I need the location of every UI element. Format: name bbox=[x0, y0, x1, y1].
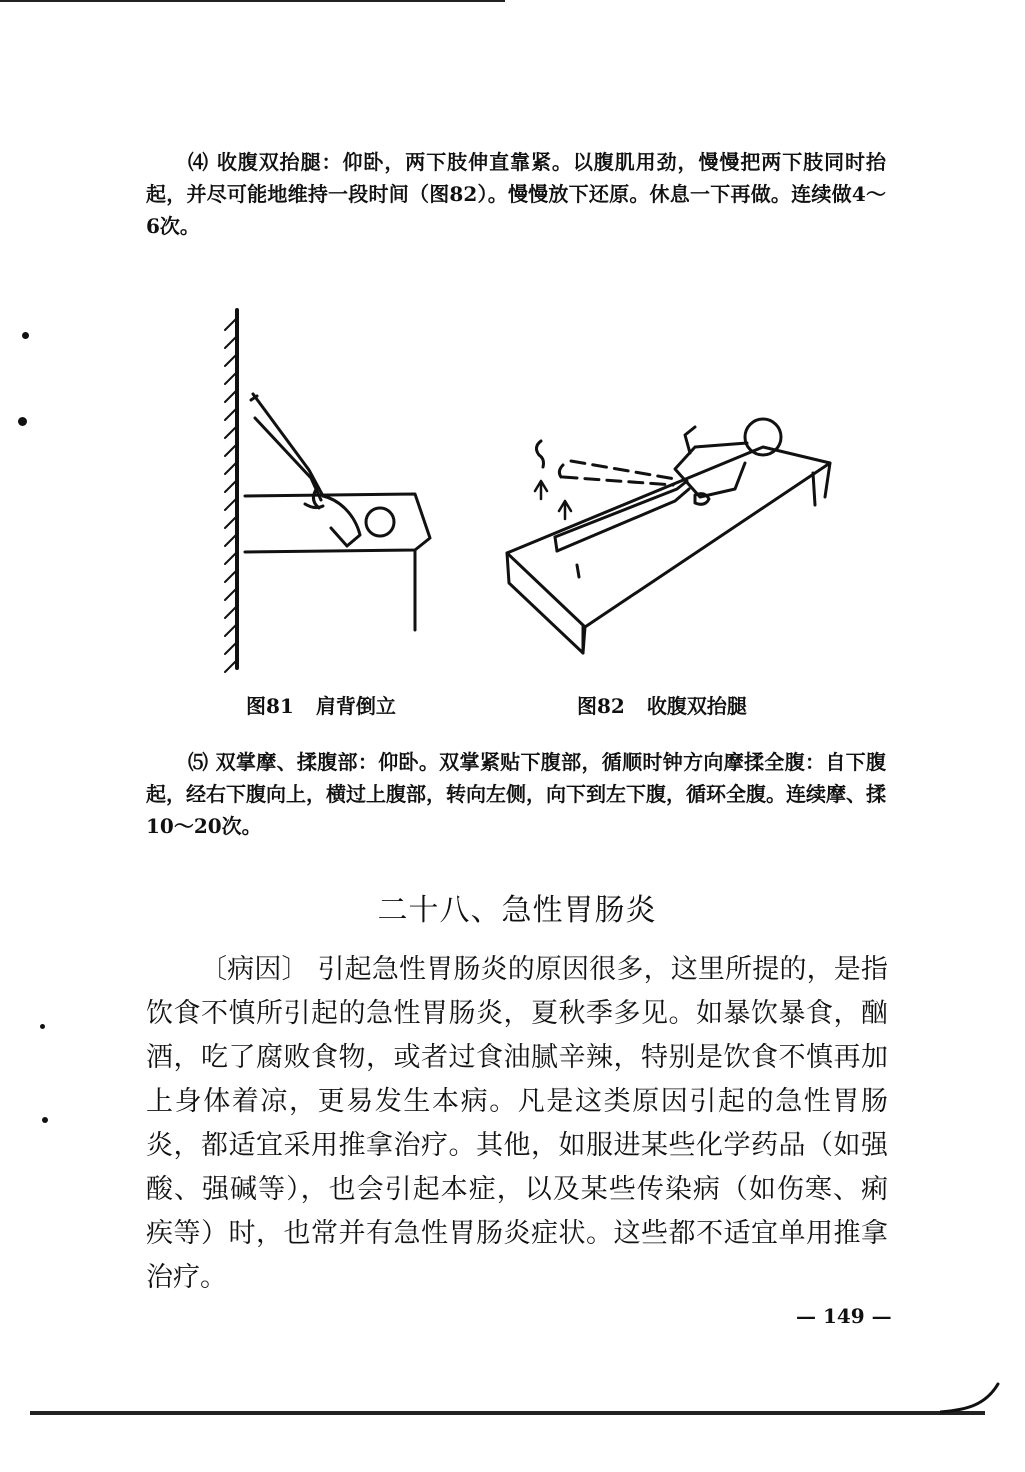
paragraph-exercise-4: ⑷ 收腹双抬腿：仰卧，两下肢伸直靠紧。以腹肌用劲，慢慢把两下肢同时抬起，并尽可能地维持一段时间（图82）。慢慢放下还原。休息一下再做。连续做4～6次。 bbox=[146, 150, 886, 238]
scan-speck bbox=[40, 1024, 45, 1029]
scan-speck bbox=[22, 332, 29, 339]
page-curl-mark bbox=[940, 1380, 1000, 1420]
bottom-edge-rule bbox=[30, 1411, 985, 1415]
figure-81-shoulder-stand bbox=[205, 300, 445, 680]
top-edge-rule bbox=[0, 0, 505, 2]
figure-82-title: 收腹双抬腿 bbox=[646, 694, 747, 718]
page-number: — 149 — bbox=[796, 1304, 892, 1328]
figure-82-caption bbox=[577, 692, 747, 720]
paragraph-cause: 〔病因〕 引起急性胃肠炎的原因很多，这里所提的，是指饮食不慎所引起的急性胃肠炎，夏秋季多见。如暴饮暴食，酗酒，吃了腐败食物，或者过食油腻辛辣，特别是饮食不慎再加上身体着凉，更易发生本病。凡是这类原因引起的急性胃肠炎，都适宜采用推拿治疗。其他，如服进某些化学药品（如强酸、强碱等），也会引起本症，以及某些传染病（如伤寒、痢疾等）时，也常并有急性胃肠炎症状。这些都不适宜单用推拿治疗。 bbox=[146, 954, 888, 1293]
figure-82-double-leg-raise bbox=[495, 405, 845, 660]
section-heading: 二十八、急性胃肠炎 bbox=[377, 893, 657, 928]
figure-81-caption bbox=[246, 692, 396, 720]
figure-81-title: 肩背倒立 bbox=[315, 694, 396, 718]
scan-speck bbox=[42, 1117, 48, 1123]
figure-81-number: 图81 bbox=[246, 694, 294, 718]
paragraph-exercise-5: ⑸ 双掌摩、揉腹部：仰卧。双掌紧贴下腹部，循顺时钟方向摩揉全腹：自下腹起，经右下腹向上，横过上腹部，转向左侧，向下到左下腹，循环全腹。连续摩、揉10～20次。 bbox=[146, 750, 886, 838]
scan-speck bbox=[18, 417, 27, 426]
figure-82-number: 图82 bbox=[577, 694, 625, 718]
